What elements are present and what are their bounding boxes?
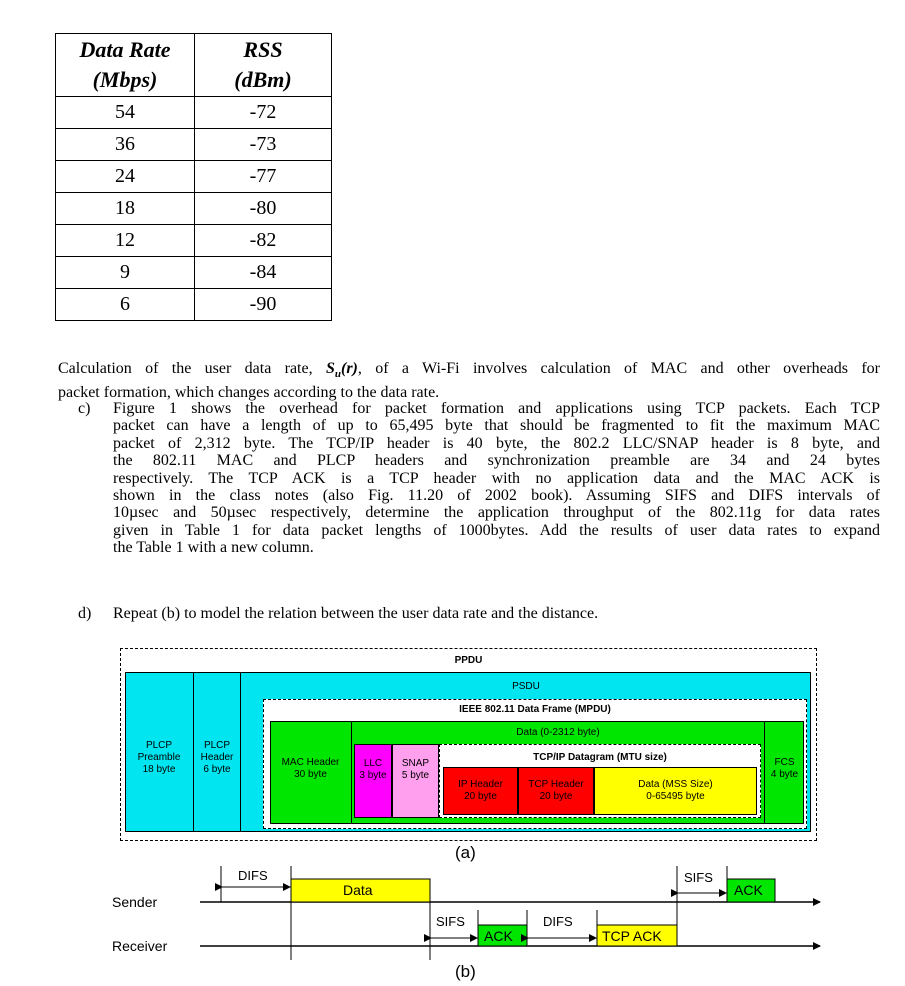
rate-cell: 24	[56, 161, 195, 193]
data-field-label: Data (0-2312 byte)	[516, 727, 600, 738]
snap-size: 5 byte	[401, 770, 430, 781]
table-row	[56, 193, 332, 225]
ip-header-block	[443, 767, 518, 815]
plcp-header-title2: Header	[200, 752, 234, 763]
mac-header-title: MAC Header	[281, 757, 340, 768]
llc-size: 3 byte	[359, 770, 387, 781]
rate-cell: 12	[56, 225, 195, 257]
mac-header-block	[270, 721, 352, 824]
plcp-preamble-title: PLCP	[145, 740, 173, 751]
rss-cell: -84	[195, 257, 332, 289]
rss-cell: -90	[195, 289, 332, 321]
item-c-body	[113, 400, 880, 557]
header-data-rate-line2: (Mbps)	[92, 67, 158, 92]
item-c-line: the Table 1 with a new column.	[113, 539, 314, 557]
fcs-block	[764, 721, 804, 824]
item-c-label: c)	[78, 400, 91, 417]
item-d-body	[113, 605, 880, 622]
plcp-header-title: PLCP	[203, 740, 231, 751]
sifs1-label: SIFS	[436, 914, 465, 929]
item-c-line: respectively. The TCP ACK is a TCP header with no application data and the MAC ACK is	[113, 469, 880, 487]
tcp-header-size: 20 byte	[539, 791, 573, 802]
plcp-preamble-title2: Preamble	[137, 752, 181, 763]
intro-paragraph	[58, 360, 880, 401]
table-row	[56, 129, 332, 161]
item-c-line: packet can have a length of up to 65,495 byte that should be fragmented to fit the maximum MAC	[113, 417, 880, 435]
data-label: Data	[343, 882, 373, 898]
figure-a-caption: (a)	[455, 843, 476, 862]
header-data-rate	[56, 34, 195, 97]
intro-text-b: , of a Wi-Fi involves calculation of MAC and other overheads for	[357, 360, 880, 377]
plcp-header-size: 6 byte	[203, 764, 231, 775]
symbol-arg: (r)	[340, 360, 358, 377]
item-c-line: shown in the class notes (also Fig. 11.20 of 2002 book). Assuming SIFS and DIFS intervals of	[113, 487, 880, 505]
item-c-line: Figure 1 shows the overhead for packet formation and applications using TCP packets. Each TCP	[113, 400, 880, 417]
symbol-s: S	[325, 360, 335, 377]
header-rss	[195, 34, 332, 97]
rss-cell: -72	[195, 97, 332, 129]
plcp-preamble-size: 18 byte	[142, 764, 176, 775]
difs2-label: DIFS	[543, 914, 573, 929]
rate-cell: 36	[56, 129, 195, 161]
table-row	[56, 289, 332, 321]
plcp-header-block	[194, 672, 241, 832]
table-row	[56, 161, 332, 193]
intro-line-2: packet formation, which changes according to the data rate.	[58, 383, 440, 401]
llc-block	[354, 744, 392, 818]
snap-title: SNAP	[401, 758, 430, 769]
ip-header-title: IP Header	[458, 779, 503, 790]
item-d-text: Repeat (b) to model the relation between the user data rate and the distance.	[113, 605, 599, 622]
timing-diagram	[0, 850, 905, 965]
sender-label: Sender	[112, 894, 158, 910]
data-rate-rss-table	[55, 33, 332, 321]
rss-cell: -82	[195, 225, 332, 257]
item-c-line: given in Table 1 for data packet lengths of 1000bytes. Add the results of user data rates to expand	[113, 521, 880, 539]
receiver-label: Receiver	[112, 938, 168, 954]
ppdu-label: PPDU	[454, 655, 483, 666]
table-row	[56, 257, 332, 289]
tcpip-label: TCP/IP Datagram (MTU size)	[533, 752, 667, 763]
item-d-label: d)	[78, 605, 92, 622]
rate-cell: 6	[56, 289, 195, 321]
tcp-ack-label: TCP ACK	[602, 928, 662, 944]
psdu-label: PSDU	[512, 681, 540, 692]
table-row	[56, 97, 332, 129]
ip-header-size: 20 byte	[464, 791, 497, 802]
llc-title: LLC	[363, 758, 383, 769]
snap-block	[392, 744, 439, 818]
data-mss-block	[594, 767, 757, 815]
rate-cell: 9	[56, 257, 195, 289]
header-rss-line2: (dBm)	[234, 67, 292, 92]
data-mss-title: Data (MSS Size)	[638, 779, 713, 790]
fcs-title: FCS	[774, 757, 795, 768]
sifs2-label: SIFS	[684, 870, 713, 885]
item-c-line: the 802.11 MAC and PLCP headers and synchronization preamble are 34 and 24 bytes	[113, 452, 880, 470]
fcs-size: 4 byte	[770, 769, 799, 780]
data-mss-size: 0-65495 byte	[646, 791, 705, 802]
item-c-line: packet of 2,312 byte. The TCP/IP header is 40 byte, the 802.2 LLC/SNAP header is 8 byte, and	[113, 434, 880, 452]
tcp-header-title: TCP Header	[528, 779, 584, 790]
ack1-label: ACK	[484, 928, 513, 944]
figure-b-caption: (b)	[455, 962, 476, 981]
intro-line-1	[58, 360, 880, 384]
rss-cell: -80	[195, 193, 332, 225]
rss-cell: -73	[195, 129, 332, 161]
mac-header-size: 30 byte	[294, 769, 327, 780]
rate-cell: 54	[56, 97, 195, 129]
intro-text-a: Calculation of the user data rate,	[58, 360, 326, 377]
symbol-sub: u	[334, 368, 341, 381]
header-rss-line1: RSS	[243, 37, 283, 62]
rate-cell: 18	[56, 193, 195, 225]
header-data-rate-line1: Data Rate	[79, 37, 171, 62]
rss-cell: -77	[195, 161, 332, 193]
mpdu-label: IEEE 802.11 Data Frame (MPDU)	[459, 704, 611, 715]
difs1-label: DIFS	[238, 868, 268, 883]
item-c-line: 10µsec and 50µsec respectively, determine the application throughput of the 802.11g for data rates	[113, 504, 880, 522]
ack2-label: ACK	[734, 882, 763, 898]
tcp-header-block	[518, 767, 594, 815]
table-header-row	[56, 34, 332, 97]
table-row	[56, 225, 332, 257]
plcp-preamble-block	[125, 672, 194, 832]
